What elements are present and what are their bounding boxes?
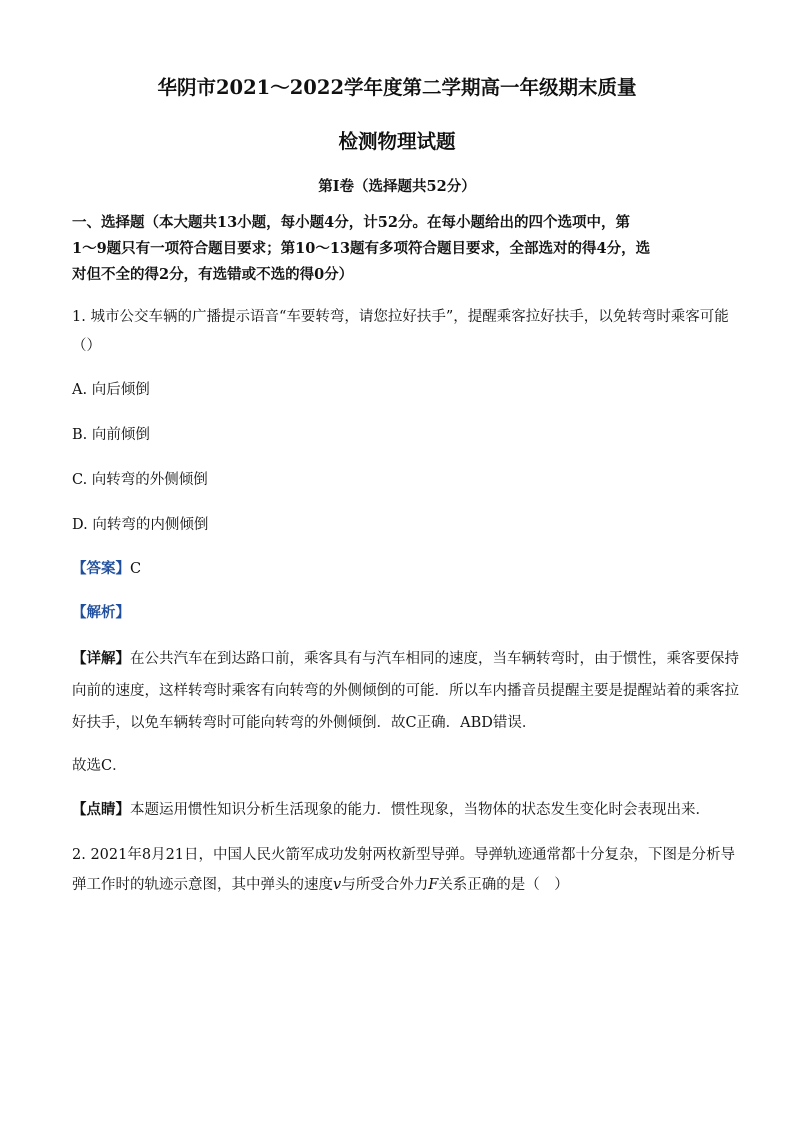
detail-text-line3: 好扶手，以免车辆转弯时可能向转弯的外侧倾倒．故C正确．ABD错误． bbox=[72, 715, 537, 731]
section-instructions-line2: 1～9题只有一项符合题目要求；第10～13题有多项符合题目要求，全部选对的得4分，选 bbox=[72, 240, 651, 257]
velocity-symbol: v bbox=[333, 877, 342, 893]
detail-text-line2: 向前的速度，这样转弯时乘客有向转弯的外侧倾倒的可能．所以车内播音员提醒主要是提醒站着的乘客拉 bbox=[72, 683, 739, 699]
answer-value: C bbox=[130, 561, 142, 577]
answer-row bbox=[72, 557, 141, 578]
question-1-option-d: D. 向转弯的内侧倾倒 bbox=[72, 517, 209, 533]
analysis-row bbox=[72, 601, 130, 622]
comment-text: 本题运用惯性知识分析生活现象的能力．惯性现象，当物体的状态发生变化时会表现出来． bbox=[130, 802, 710, 818]
question-1-option-c: C. 向转弯的外侧倾倒 bbox=[72, 472, 208, 488]
question-1-stem-line1: 1. 城市公交车辆的广播提示语音“车要转弯，请您拉好扶手”，提醒乘客拉好扶手，以免转弯时乘客可能 bbox=[72, 309, 729, 325]
choice-statement: 故选C． bbox=[72, 758, 127, 774]
question-1-option-b: B. 向前倾倒 bbox=[72, 427, 150, 443]
comment-row bbox=[72, 798, 710, 819]
exam-title-line2: 检测物理试题 bbox=[338, 130, 456, 153]
question-2-text-a: 弹工作时的轨迹示意图，其中弹头的速度 bbox=[72, 877, 333, 893]
answer-tag: 【答案】 bbox=[72, 560, 130, 577]
question-1-stem-line2: （） bbox=[72, 338, 101, 354]
question-2-text-b: 与所受合外力 bbox=[341, 877, 429, 893]
section-instructions-line1: 一、选择题（本大题共13小题，每小题4分，计52分。在每小题给出的四个选项中，第 bbox=[72, 214, 630, 231]
question-2-text-c: 关系正确的是（ ） bbox=[438, 877, 569, 893]
force-symbol: F bbox=[428, 877, 439, 893]
detail-tag: 【详解】 bbox=[72, 650, 130, 667]
question-2-stem-line2 bbox=[72, 873, 569, 894]
detail-line1 bbox=[72, 647, 739, 668]
detail-text-line1: 在公共汽车在到达路口前，乘客具有与汽车相同的速度，当车辆转弯时，由于惯性，乘客要保持 bbox=[130, 651, 739, 667]
question-2-stem-line1: 2. 2021年8月21日，中国人民火箭军成功发射两枚新型导弹。导弹轨迹通常都十分复杂，下图是分析导 bbox=[72, 847, 736, 863]
question-1-option-a: A. 向后倾倒 bbox=[72, 382, 150, 398]
section-instructions-line3: 对但不全的得2分，有选错或不选的得0分） bbox=[72, 266, 354, 283]
comment-tag: 【点睛】 bbox=[72, 801, 130, 818]
volume-heading: 第Ⅰ卷（选择题共52分） bbox=[318, 178, 476, 195]
analysis-tag: 【解析】 bbox=[72, 604, 130, 621]
exam-title-line1: 华阴市2021～2022学年度第二学期高一年级期末质量 bbox=[157, 76, 637, 99]
